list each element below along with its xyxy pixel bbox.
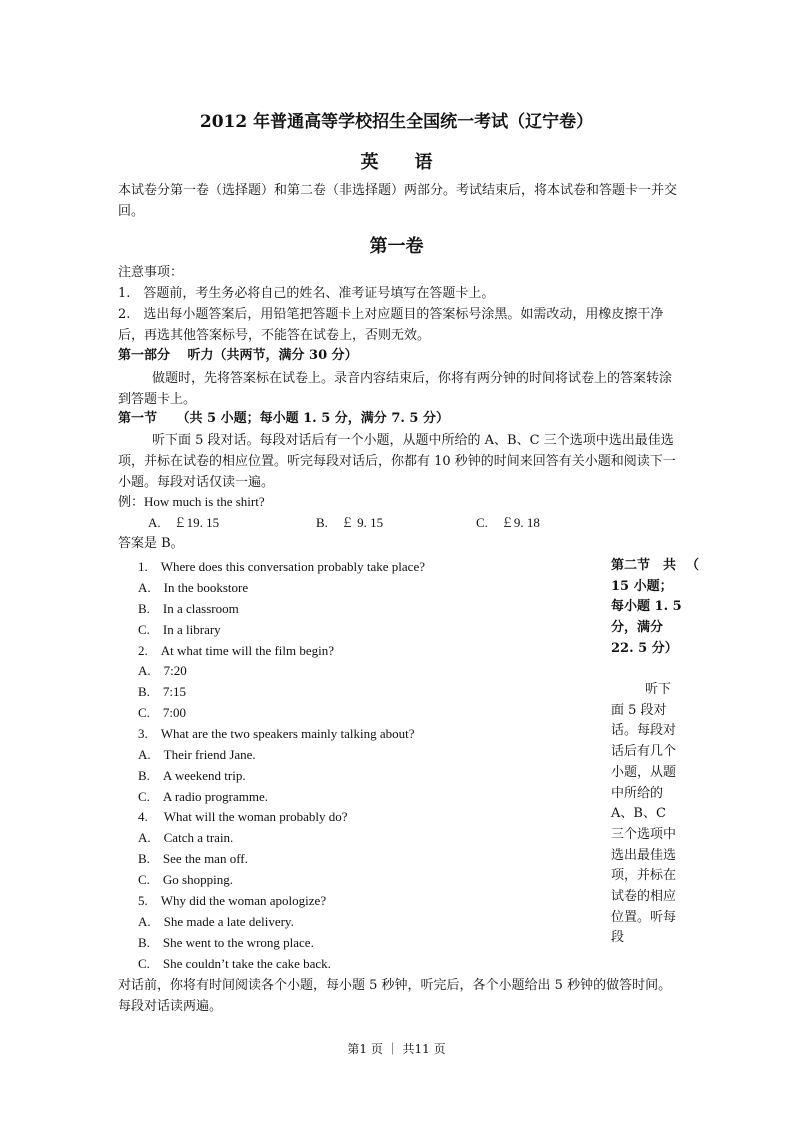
- example-question: 例：How much is the shirt?: [118, 494, 265, 509]
- example-option-a: A. ￡19. 15: [148, 515, 220, 530]
- section2-paren: （: [686, 558, 700, 573]
- section1-heading: 第一节 （共 5 小题；每小题 1. 5 分，满分 7. 5 分）: [118, 411, 449, 426]
- question-4-option-b: B. See the man off.: [138, 851, 248, 866]
- question-4-option-a: A. Catch a train.: [138, 830, 234, 845]
- question-5-option-a: A. She made a late delivery.: [138, 914, 294, 929]
- notice-heading: 注意事项：: [118, 265, 184, 280]
- question-2: 2. At what time will the film begin?: [138, 643, 335, 658]
- question-5-option-c: C. She couldn’t take the cake back.: [138, 956, 331, 971]
- question-1-option-b: B. In a classroom: [138, 601, 239, 616]
- question-3-option-c: C. A radio programme.: [138, 789, 268, 804]
- question-3-option-a: A. Their friend Jane.: [138, 747, 256, 762]
- page-title: 2012 年普通高等学校招生全国统一考试（辽宁卷）: [199, 112, 594, 132]
- question-5: 5. Why did the woman apologize?: [138, 893, 327, 908]
- example-answer: 答案是 B。: [118, 536, 184, 551]
- intro-text: 本试卷分第一卷（选择题）和第二卷（非选择题）两部分。考试结束后，将本试卷和答题卡一并交回。: [118, 183, 678, 219]
- page-footer: 第1 页 ｜ 共11 页: [347, 1042, 446, 1056]
- example-option-b: B. ￡ 9. 15: [316, 515, 384, 530]
- question-1: 1. Where does this conversation probably take place?: [138, 559, 425, 574]
- section2-heading: 第二节 共 15 小题；每小题 1. 5 分，满分 22. 5 分）: [611, 558, 682, 656]
- question-1-option-c: C. In a library: [138, 622, 221, 637]
- example-option-c: C. ￡9. 18: [476, 515, 540, 530]
- question-3-option-b: B. A weekend trip.: [138, 768, 246, 783]
- question-4-option-c: C. Go shopping.: [138, 872, 233, 887]
- notice-item-1: 1. 答题前，考生务必将自己的姓名、准考证号填写在答题卡上。: [118, 286, 495, 301]
- section2-description-side: 听下面 5 段对话。每段对话后有几个小题，从题中所给的 A、B、C 三个选项中选出最佳选项，并标在试卷的相应位置。听每段: [611, 682, 677, 946]
- question-3: 3. What are the two speakers mainly talking about?: [138, 726, 415, 741]
- notice-item-2: 2. 选出每小题答案后，用铅笔把答题卡上对应题目的答案标号涂黑。如需改动，用橡皮擦干净后，再选其他答案标号，不能答在试卷上，否则无效。: [118, 307, 664, 343]
- question-4: 4. What will the woman probably do?: [138, 809, 348, 824]
- part1-description: 做题时，先将答案标在试卷上。录音内容结束后，你将有两分钟的时间将试卷上的答案转涂到答题卡上。: [118, 371, 673, 407]
- section1-description: 听下面 5 段对话。每段对话后有一个小题，从题中所给的 A、B、C 三个选项中选出最佳选项，并标在试卷的相应位置。听完每段对话后，你都有 10 秒钟的时间来回答有关小题和阅读下一小题。每段对话仅读一遍。: [118, 433, 676, 490]
- question-1-option-a: A. In the bookstore: [138, 580, 249, 595]
- question-2-option-a: A. 7:20: [138, 663, 187, 678]
- part1-heading: 第一部分 听力（共两节，满分 30 分）: [118, 348, 358, 363]
- subject-title: 英 语: [360, 152, 433, 173]
- volume-title: 第一卷: [369, 236, 424, 257]
- question-2-option-c: C. 7:00: [138, 705, 187, 720]
- question-2-option-b: B. 7:15: [138, 684, 187, 699]
- question-5-option-b: B. She went to the wrong place.: [138, 935, 314, 950]
- section2-description-continued: 对话前，你将有时间阅读各个小题，每小题 5 秒钟，听完后，各个小题给出 5 秒钟的做答时间。每段对话读两遍。: [118, 978, 672, 1014]
